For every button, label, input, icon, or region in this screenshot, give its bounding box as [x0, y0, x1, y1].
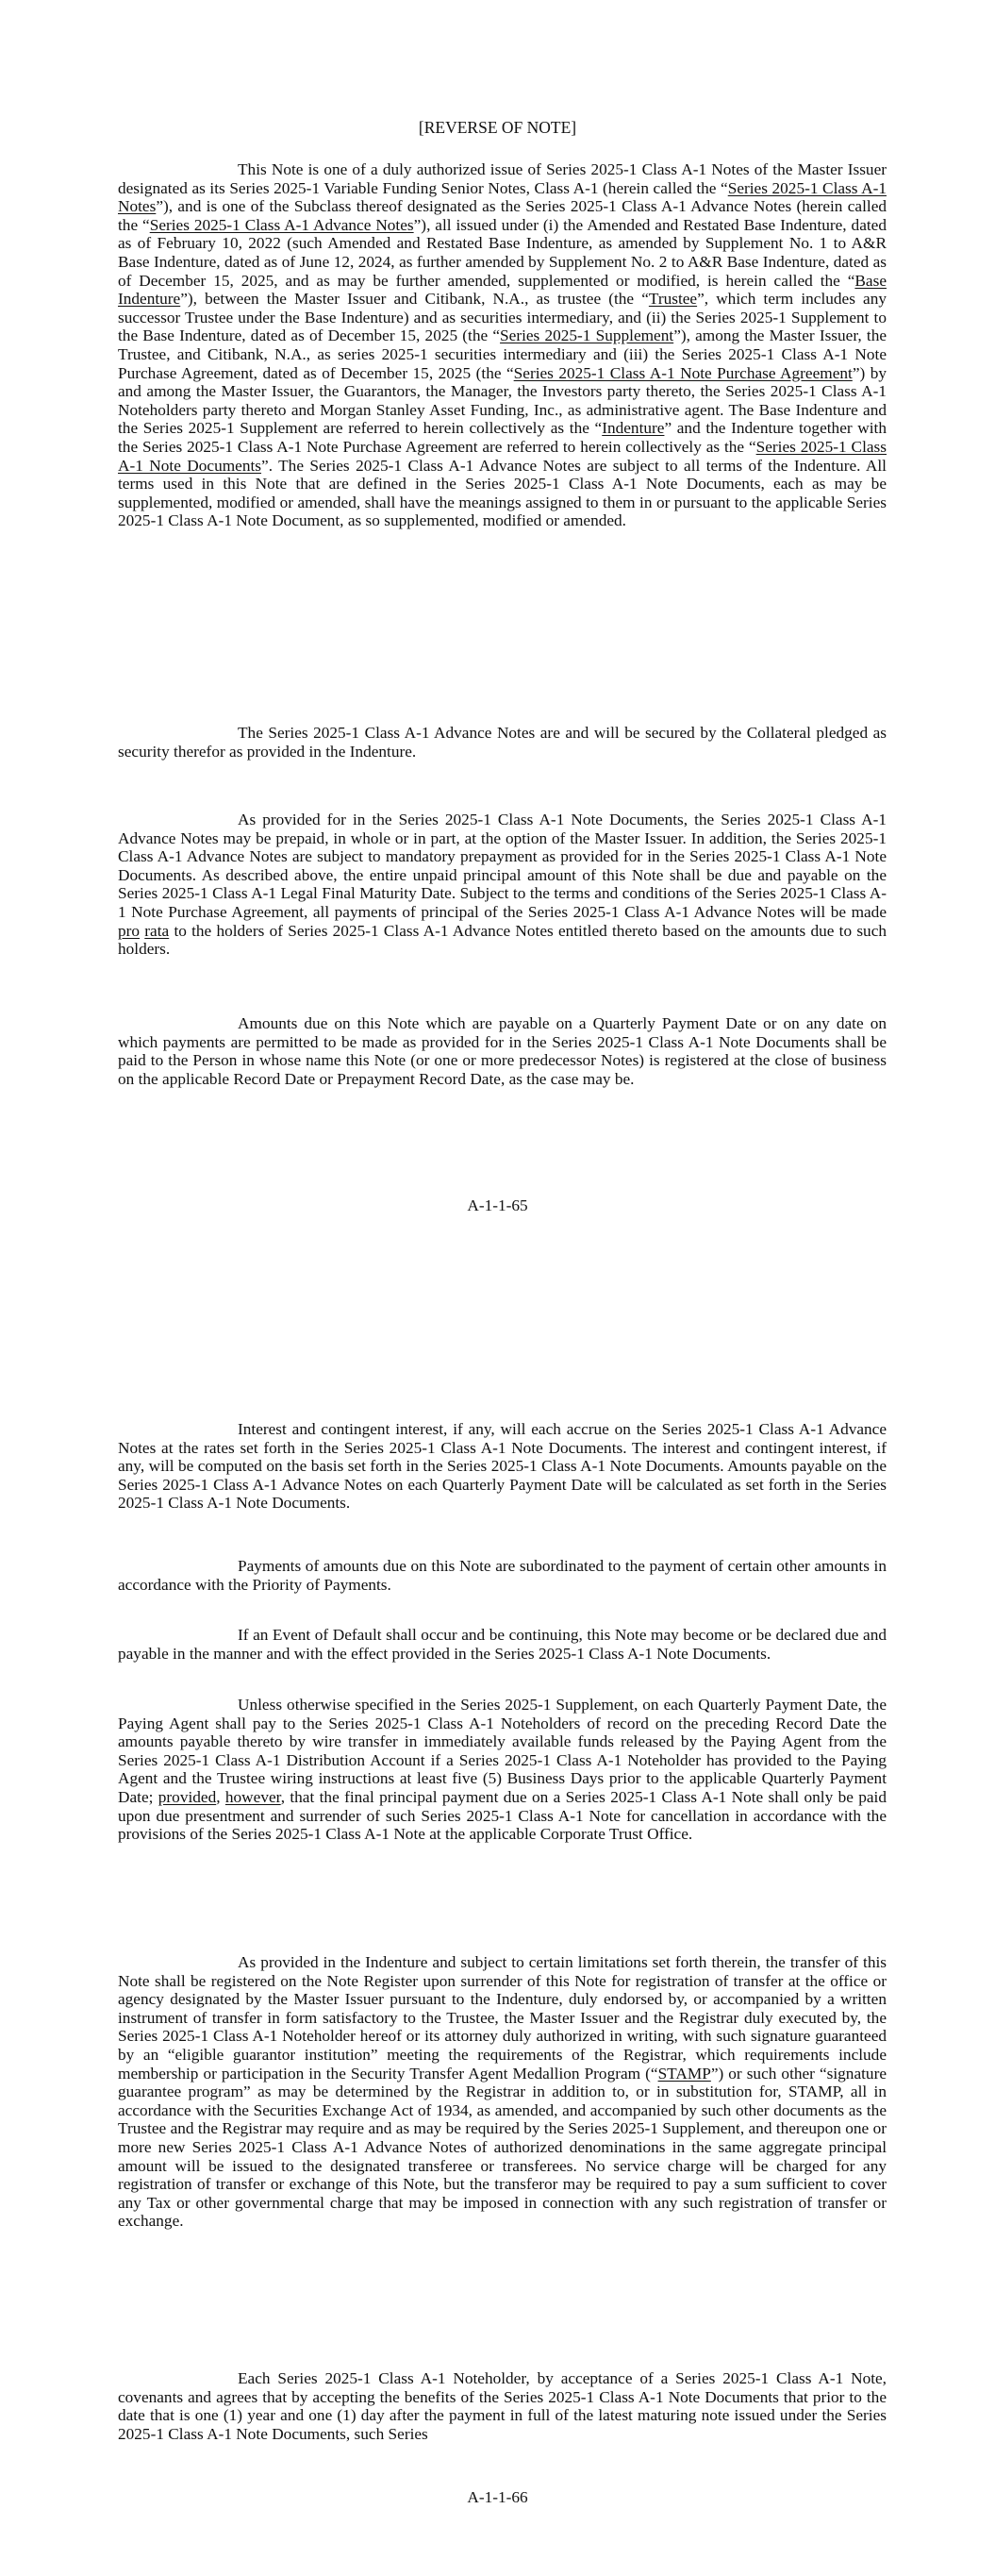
paragraph-interest [118, 1420, 887, 1513]
text-run: ”) by and among the Master Issuer, the Guarantors, the Manager, the Investors party thereto, the Series 2025-1 Class A-1 Noteholders party thereto and Morgan Stanley Asset Funding, Inc., as administrative agent. The Base Indenture and the Series 2025-1 Supplement are referred to herein collectively as the “ [118, 363, 887, 438]
text-run: ”), among the Master Issuer, the Trustee, and Citibank, N.A., as series 2025-1 securities intermediary and (iii) the Series 2025-1 Class A-1 Note Purchase Agreement, dated as of December 15, 2025 (the “ [118, 326, 887, 382]
paragraph-text: If an Event of Default shall occur and be continuing, this Note may become or be declared due and payable in the manner and with the effect provided in the Series 2025-1 Class A-1 Note Documents. [118, 1626, 887, 1663]
defined-term: Base Indenture [118, 271, 887, 309]
paragraph-text: The Series 2025-1 Class A-1 Advance Notes are and will be secured by the Collateral pledged as security therefor as provided in the Indenture. [118, 724, 887, 761]
underlined-term: however [224, 1787, 281, 1806]
text-run: As provided in the Indenture and subject to certain limitations set forth therein, the transfer of this Note shall be registered on the Note Register upon surrender of this Note for registration of transfer at the office or agency designated by the Master Issuer pursuant to the Indenture, duly endorsed by, or accompanied by a written instrument of transfer in form satisfactory to the Trustee, the Master Issuer and the Registrar duly executed by, the Series 2025-1 Class A-1 Noteholder hereof or its attorney duly authorized in writing, with such signature guaranteed by an “eligible guarantor institution” meeting the requirements of the Registrar, which requirements include membership or participation in the Security Transfer Agent Medallion Program (“ [118, 1953, 887, 2083]
defined-term: Indenture [602, 419, 665, 438]
underlined-term: pro [118, 921, 141, 940]
page-a-1-1-65 [0, 0, 995, 1255]
text-run: ”) or such other “signature guarantee program” as may be determined by the Registrar in addition to, or in substitution for, STAMP, all in accordance with the Securities Exchange Act of 1934, as amended, and accompanied by such other documents as the Trustee and the Registrar may require and as may be required by the Series 2025-1 Supplement, and thereupon one or more new Series 2025-1 Class A-1 Advance Notes of authorized denominations in the same aggregate principal amount will be issued to the designated transferee or transferees. No service charge will be charged for any registration of transfer or exchange of this Note, but the transferor may be required to pay a sum sufficient to cover any Tax or other governmental charge that may be imposed in connection with any such registration of transfer or exchange. [118, 2064, 887, 2231]
paragraph-text: Interest and contingent interest, if any, will each accrue on the Series 2025-1 Class A-1 Advance Notes at the rates set forth in the Series 2025-1 Class A-1 Note Documents. The interest and contingent interest, if any, will be computed on the basis set forth in the Series 2025-1 Class A-1 Note Documents. Amounts payable on the Series 2025-1 Class A-1 Advance Notes on each Quarterly Payment Date will be calculated as set forth in the Series 2025-1 Class A-1 Note Documents. [118, 1420, 887, 1513]
defined-term: Series 2025-1 Supplement [500, 326, 674, 345]
defined-term: STAMP [657, 2064, 711, 2083]
defined-term: Series 2025-1 Class A-1 Note Purchase Agreement [513, 363, 853, 382]
text-run: ”), all issued under (i) the Amended and Restated Base Indenture, dated as of February 10, 2022 (such Amended and Restated Base Indenture, as amended by Supplement No. 1 to A&R Base Indenture, dated as of June 12, 2024, as further amended by Supplement No. 2 to A&R Base Indenture, dated as of December 15, 2025, and as may be further amended, supplemented or modified, is herein called the “ [118, 215, 887, 290]
text-run: ”. The Series 2025-1 Class A-1 Advance Notes are subject to all terms of the Indenture. All terms used in this Note that are defined in the Series 2025-1 Class A-1 Note Documents, each as may be supplemented, modified or amended, shall have the meanings assigned to them in or pursuant to the applicable Series 2025-1 Class A-1 Note Document, as so supplemented, modified or amended. [118, 456, 887, 530]
text-run: , that the final principal payment due on a Series 2025-1 Class A-1 Note shall only be paid upon due presentment and surrender of such Series 2025-1 Class A-1 Note for cancellation in accordance with the provisions of the Series 2025-1 Class A-1 Note at the applicable Corporate Trust Office. [118, 1787, 887, 1844]
text-run: ”, which term includes any successor Trustee under the Base Indenture) and as securities intermediary, and (ii) the Series 2025-1 Supplement to the Base Indenture, dated as of December 15, 2025 (the “ [118, 290, 887, 345]
underlined-term: rata [144, 921, 170, 940]
text-run: ”), between the Master Issuer and Citibank, N.A., as trustee (the “ [180, 290, 649, 309]
paragraph-transfer [118, 1953, 887, 2231]
paragraph-amounts-due [118, 1014, 887, 1088]
paragraph-text: Payments of amounts due on this Note are subordinated to the payment of certain other amounts in accordance with the Priority of Payments. [118, 1557, 887, 1594]
paragraph-payments [118, 1696, 887, 1844]
text-run: to the holders of Series 2025-1 Class A-1 Advance Notes entitled thereto based on the amounts due to such holders. [118, 921, 887, 959]
page-number: A-1-1-65 [467, 1196, 528, 1214]
paragraph-text: Amounts due on this Note which are payable on a Quarterly Payment Date or on any date on which payments are permitted to be made as provided for in the Series 2025-1 Class A-1 Note Documents shall be paid to the Person in whose name this Note (or one or more predecessor Notes) is registered at the close of business on the applicable Record Date or Prepayment Record Date, as the case may be. [118, 1014, 887, 1088]
paragraph-prepayment [118, 811, 887, 959]
defined-term: Series 2025-1 Class A-1 Notes [118, 178, 887, 216]
defined-term: Series 2025-1 Class A-1 Note Documents [118, 437, 887, 475]
paragraph-security [118, 724, 887, 761]
paragraph-subordination [118, 1557, 887, 1594]
paragraph-covenant [118, 2369, 887, 2443]
paragraph-note-description [118, 160, 887, 530]
text-run: As provided for in the Series 2025-1 Class A-1 Note Documents, the Series 2025-1 Class A-1 Advance Notes may be prepaid, in whole or in part, at the option of the Master Issuer. In addition, the Series 2025-1 Class A-1 Advance Notes are subject to mandatory prepayment as provided for in the Series 2025-1 Class A-1 Note Documents. As described above, the entire unpaid principal amount of this Note shall be due and payable on the Series 2025-1 Class A-1 Legal Final Maturity Date. Subject to the terms and conditions of the Series 2025-1 Class A-1 Note Purchase Agreement, all payments of principal of the Series 2025-1 Class A-1 Advance Notes will be made [118, 811, 887, 921]
document-heading: [REVERSE OF NOTE] [418, 118, 577, 137]
paragraph-text: Each Series 2025-1 Class A-1 Noteholder, by acceptance of a Series 2025-1 Class A-1 Note, covenants and agrees that by accepting the benefits of the Series 2025-1 Class A-1 Note Documents that prior to the date that is one (1) year and one (1) day after the payment in full of the latest maturing note issued under the Series 2025-1 Class A-1 Note Documents, such Series [118, 2369, 887, 2443]
text-run: , [216, 1787, 225, 1806]
text-run: This Note is one of a duly authorized issue of Series 2025-1 Class A-1 Notes of the Master Issuer designated as its Series 2025-1 Variable Funding Senior Notes, Class A-1 (herein called the “ [118, 160, 887, 197]
text-run: ”), and is one of the Subclass thereof designated as the Series 2025-1 Class A-1 Advance Notes (herein called the “ [118, 197, 887, 234]
paragraph-event-of-default [118, 1626, 887, 1663]
defined-term: Series 2025-1 Class A-1 Advance Notes [149, 215, 414, 234]
text-run: Unless otherwise specified in the Series 2025-1 Supplement, on each Quarterly Payment Date, the Paying Agent shall pay to the Series 2025-1 Class A-1 Noteholders of record on the preceding Record Date the amounts payable thereto by wire transfer in immediately available funds released by the Paying Agent from the Series 2025-1 Class A-1 Distribution Account if a Series 2025-1 Class A-1 Noteholder has provided to the Paying Agent and the Trustee wiring instructions at least five (5) Business Days prior to the applicable Quarterly Payment Date; [118, 1696, 887, 1806]
text-run: ” and the Indenture together with the Series 2025-1 Class A-1 Note Purchase Agreement are referred to herein collectively as the “ [118, 419, 887, 456]
page-number: A-1-1-66 [467, 2488, 528, 2506]
page-a-1-1-66 [0, 1255, 995, 2576]
underlined-term: provided [158, 1787, 217, 1806]
defined-term: Trustee [648, 290, 698, 309]
